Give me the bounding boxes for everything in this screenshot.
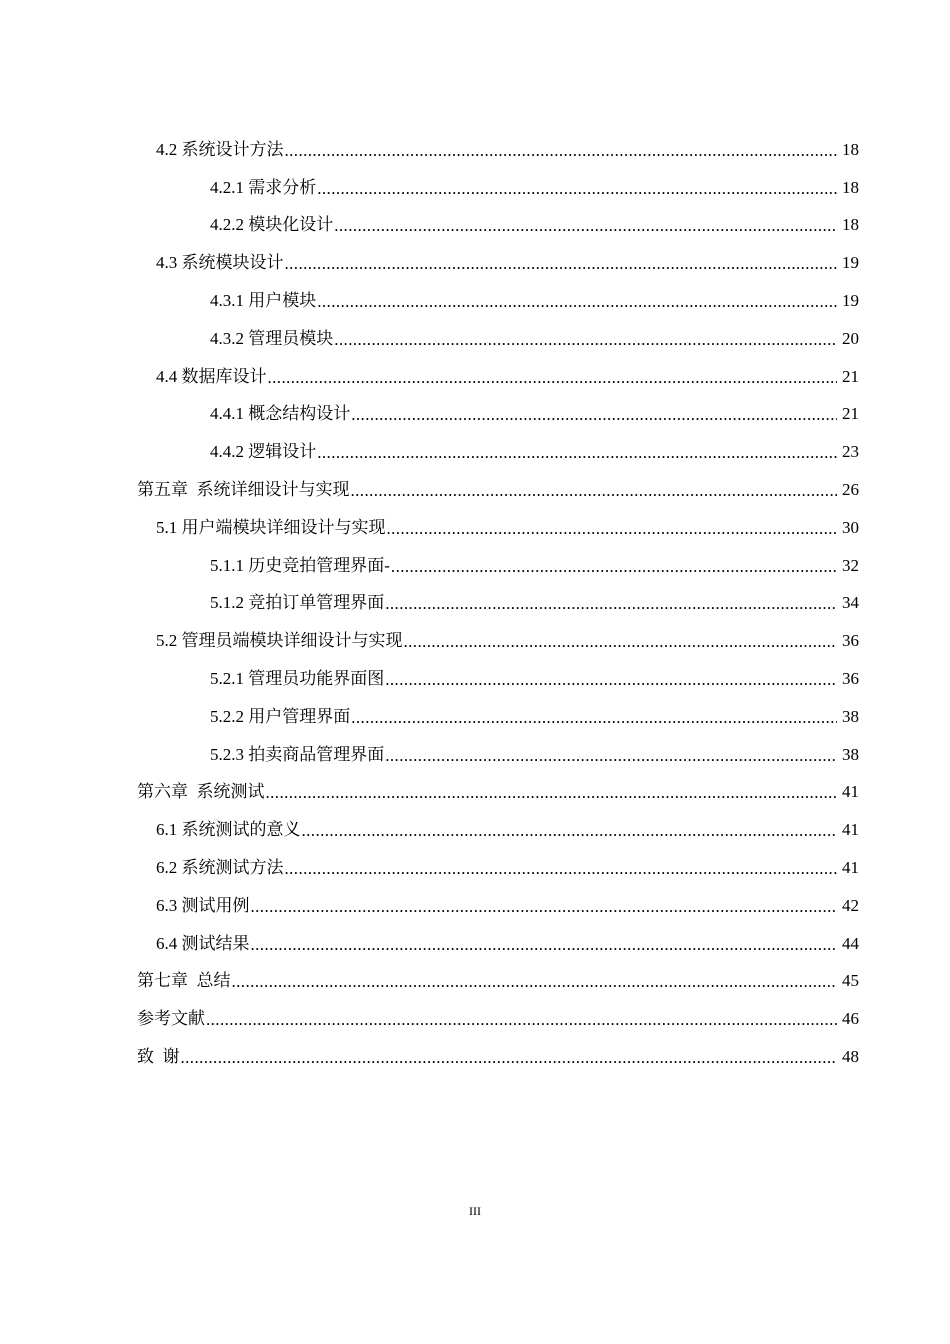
toc-dot-leader (351, 405, 837, 425)
toc-dot-leader (385, 746, 837, 766)
table-of-contents (0, 131, 950, 1076)
toc-entry-page: 26 (842, 480, 859, 500)
toc-entry[interactable] (0, 320, 950, 358)
toc-entry[interactable] (0, 887, 950, 925)
toc-dot-leader (302, 821, 838, 841)
toc-entry[interactable] (0, 547, 950, 585)
toc-entry-page: 21 (842, 404, 859, 424)
toc-dot-leader (181, 1048, 838, 1068)
toc-entry-title: 6.3 测试用例 (156, 895, 250, 915)
toc-entry-title: 4.3.1 用户模块 (210, 291, 317, 311)
toc-dot-leader (391, 557, 837, 577)
page-number-footer: III (469, 1204, 481, 1218)
toc-dot-leader (351, 708, 837, 728)
toc-entry-page: 32 (842, 555, 859, 575)
toc-entry-page: 38 (842, 744, 859, 764)
toc-entry[interactable] (0, 925, 950, 963)
toc-entry[interactable] (0, 811, 950, 849)
toc-entry[interactable] (0, 471, 950, 509)
toc-entry-page: 41 (842, 820, 859, 840)
toc-entry-title: 4.3 系统模块设计 (156, 253, 284, 273)
toc-dot-leader (206, 1010, 837, 1030)
toc-entry-title: 5.1 用户端模块详细设计与实现 (156, 517, 386, 537)
toc-entry-title: 5.2.1 管理员功能界面图 (210, 669, 385, 689)
toc-entry-title: 4.4 数据库设计 (156, 366, 267, 386)
toc-entry-page: 36 (842, 669, 859, 689)
toc-entry-title: 参考文献 (137, 1009, 205, 1029)
toc-entry[interactable] (0, 169, 950, 207)
toc-dot-leader (385, 670, 837, 690)
toc-entry[interactable] (0, 698, 950, 736)
toc-dot-leader (385, 594, 837, 614)
toc-entry[interactable] (0, 358, 950, 396)
toc-entry[interactable] (0, 207, 950, 245)
toc-entry-title: 4.2.1 需求分析 (210, 177, 317, 197)
toc-entry-page: 34 (842, 593, 859, 613)
toc-entry-title: 5.1.1 历史竞拍管理界面- (210, 555, 390, 575)
toc-entry-page: 45 (842, 971, 859, 991)
toc-dot-leader (351, 481, 838, 501)
toc-entry-title: 5.1.2 竞拍订单管理界面 (210, 593, 385, 613)
toc-entry[interactable] (0, 244, 950, 282)
toc-dot-leader (285, 254, 838, 274)
toc-entry-title: 4.3.2 管理员模块 (210, 328, 334, 348)
toc-entry-page: 44 (842, 933, 859, 953)
toc-entry-title: 5.2.3 拍卖商品管理界面 (210, 744, 385, 764)
toc-entry[interactable] (0, 433, 950, 471)
toc-entry[interactable] (0, 282, 950, 320)
toc-entry-title: 致 谢 (137, 1047, 180, 1067)
toc-entry[interactable] (0, 1000, 950, 1038)
toc-entry-page: 41 (842, 782, 859, 802)
toc-entry-page: 23 (842, 442, 859, 462)
toc-entry[interactable] (0, 131, 950, 169)
toc-entry[interactable] (0, 736, 950, 774)
toc-dot-leader (251, 935, 838, 955)
toc-entry-page: 18 (842, 139, 859, 159)
toc-entry-page: 19 (842, 253, 859, 273)
toc-entry[interactable] (0, 396, 950, 434)
toc-dot-leader (317, 443, 837, 463)
toc-entry-page: 42 (842, 895, 859, 915)
toc-entry-page: 20 (842, 328, 859, 348)
toc-entry-title: 4.4.2 逻辑设计 (210, 442, 317, 462)
toc-dot-leader (232, 972, 838, 992)
toc-dot-leader (251, 897, 838, 917)
toc-dot-leader (285, 859, 838, 879)
toc-entry[interactable] (0, 660, 950, 698)
toc-entry[interactable] (0, 1038, 950, 1076)
toc-entry-title: 5.2.2 用户管理界面 (210, 706, 351, 726)
toc-entry[interactable] (0, 622, 950, 660)
toc-entry-title: 4.2.2 模块化设计 (210, 215, 334, 235)
toc-entry-page: 21 (842, 366, 859, 386)
toc-entry-page: 19 (842, 291, 859, 311)
toc-entry-title: 第五章 系统详细设计与实现 (137, 480, 350, 500)
toc-entry-title: 6.2 系统测试方法 (156, 858, 284, 878)
toc-entry-page: 36 (842, 631, 859, 651)
toc-entry-title: 4.4.1 概念结构设计 (210, 404, 351, 424)
toc-dot-leader (317, 179, 837, 199)
toc-dot-leader (404, 632, 838, 652)
toc-dot-leader (285, 141, 838, 161)
toc-entry-title: 5.2 管理员端模块详细设计与实现 (156, 631, 403, 651)
toc-dot-leader (266, 783, 838, 803)
toc-dot-leader (387, 519, 838, 539)
toc-dot-leader (334, 216, 837, 236)
toc-entry-title: 第六章 系统测试 (137, 782, 265, 802)
toc-dot-leader (334, 330, 837, 350)
toc-entry-page: 38 (842, 706, 859, 726)
toc-entry[interactable] (0, 774, 950, 812)
toc-entry[interactable] (0, 509, 950, 547)
toc-entry[interactable] (0, 963, 950, 1001)
toc-entry-title: 4.2 系统设计方法 (156, 139, 284, 159)
toc-dot-leader (268, 368, 838, 388)
toc-entry-page: 18 (842, 215, 859, 235)
toc-entry[interactable] (0, 585, 950, 623)
toc-entry[interactable] (0, 849, 950, 887)
toc-entry-page: 48 (842, 1047, 859, 1067)
toc-entry-page: 41 (842, 858, 859, 878)
toc-entry-title: 第七章 总结 (137, 971, 231, 991)
toc-entry-page: 18 (842, 177, 859, 197)
toc-dot-leader (317, 292, 837, 312)
toc-entry-title: 6.1 系统测试的意义 (156, 820, 301, 840)
toc-entry-title: 6.4 测试结果 (156, 933, 250, 953)
toc-entry-page: 46 (842, 1009, 859, 1029)
toc-entry-page: 30 (842, 517, 859, 537)
